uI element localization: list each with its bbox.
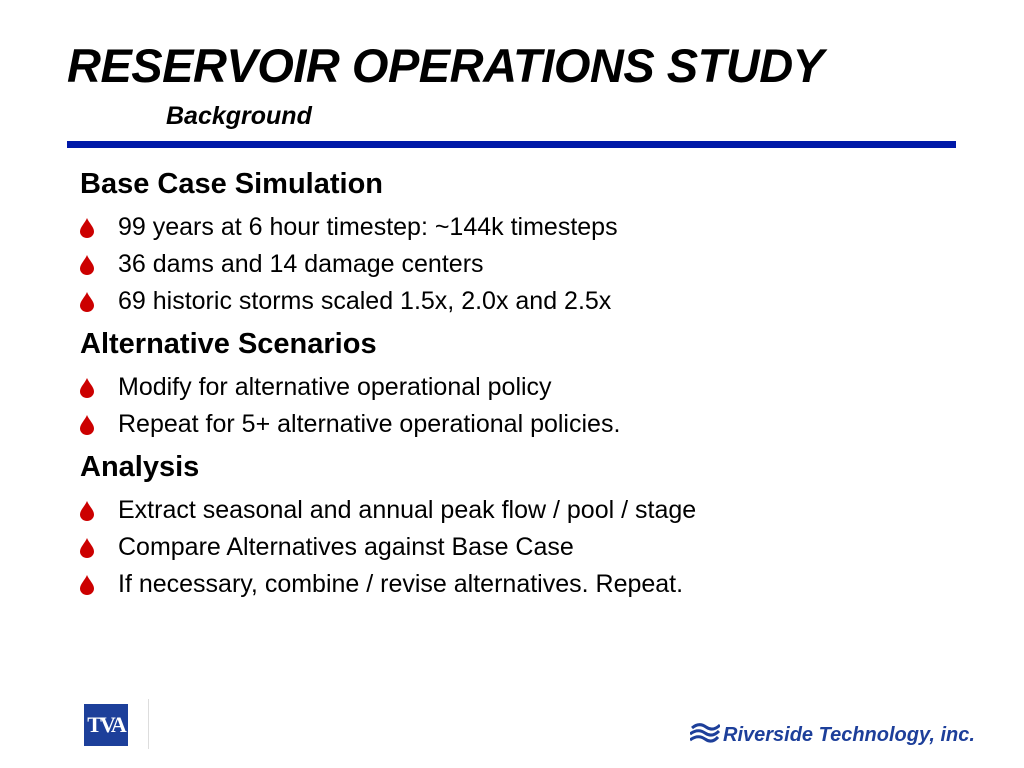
- slide-content: [80, 170, 960, 603]
- tva-logo-area: [82, 699, 150, 749]
- drop-icon: [80, 218, 118, 238]
- bullet-text: Repeat for 5+ alternative operational policies.: [118, 410, 621, 438]
- bullet-text: Compare Alternatives against Base Case: [118, 533, 574, 561]
- bullet-text: Extract seasonal and annual peak flow / pool / stage: [118, 496, 697, 524]
- bullet-item: [80, 566, 960, 603]
- section-heading: Base Case Simulation: [80, 168, 383, 200]
- riverside-logo-text: Riverside Technology, inc.: [723, 724, 975, 746]
- bullet-item: [80, 209, 960, 246]
- bullet-text: 99 years at 6 hour timestep: ~144k timesteps: [118, 213, 618, 241]
- bullet-item: [80, 283, 960, 320]
- drop-icon: [80, 575, 118, 595]
- drop-icon: [80, 378, 118, 398]
- section-heading: Analysis: [80, 451, 200, 483]
- bullet-item: [80, 492, 960, 529]
- bullet-item: [80, 246, 960, 283]
- bullet-item: [80, 369, 960, 406]
- riverside-logo: [690, 722, 975, 749]
- drop-icon: [80, 415, 118, 435]
- bullet-text: If necessary, combine / revise alternatives. Repeat.: [118, 570, 684, 598]
- slide-title: RESERVOIR OPERATIONS STUDY: [67, 39, 824, 92]
- section-base-case: [80, 170, 960, 320]
- wave-icon: [690, 722, 720, 749]
- tva-logo: TVA: [84, 704, 128, 746]
- bullet-item: [80, 406, 960, 443]
- slide-subtitle: Background: [166, 102, 312, 130]
- section-alternative-scenarios: [80, 330, 960, 443]
- bullet-text: Modify for alternative operational policy: [118, 373, 552, 401]
- drop-icon: [80, 255, 118, 275]
- bullet-text: 36 dams and 14 damage centers: [118, 250, 484, 278]
- bullet-item: [80, 529, 960, 566]
- title-rule: [67, 141, 956, 148]
- drop-icon: [80, 538, 118, 558]
- bullet-text: 69 historic storms scaled 1.5x, 2.0x and 2.5x: [118, 287, 612, 315]
- section-analysis: [80, 453, 960, 603]
- drop-icon: [80, 292, 118, 312]
- drop-icon: [80, 501, 118, 521]
- footer-divider: [148, 699, 149, 749]
- section-heading: Alternative Scenarios: [80, 328, 377, 360]
